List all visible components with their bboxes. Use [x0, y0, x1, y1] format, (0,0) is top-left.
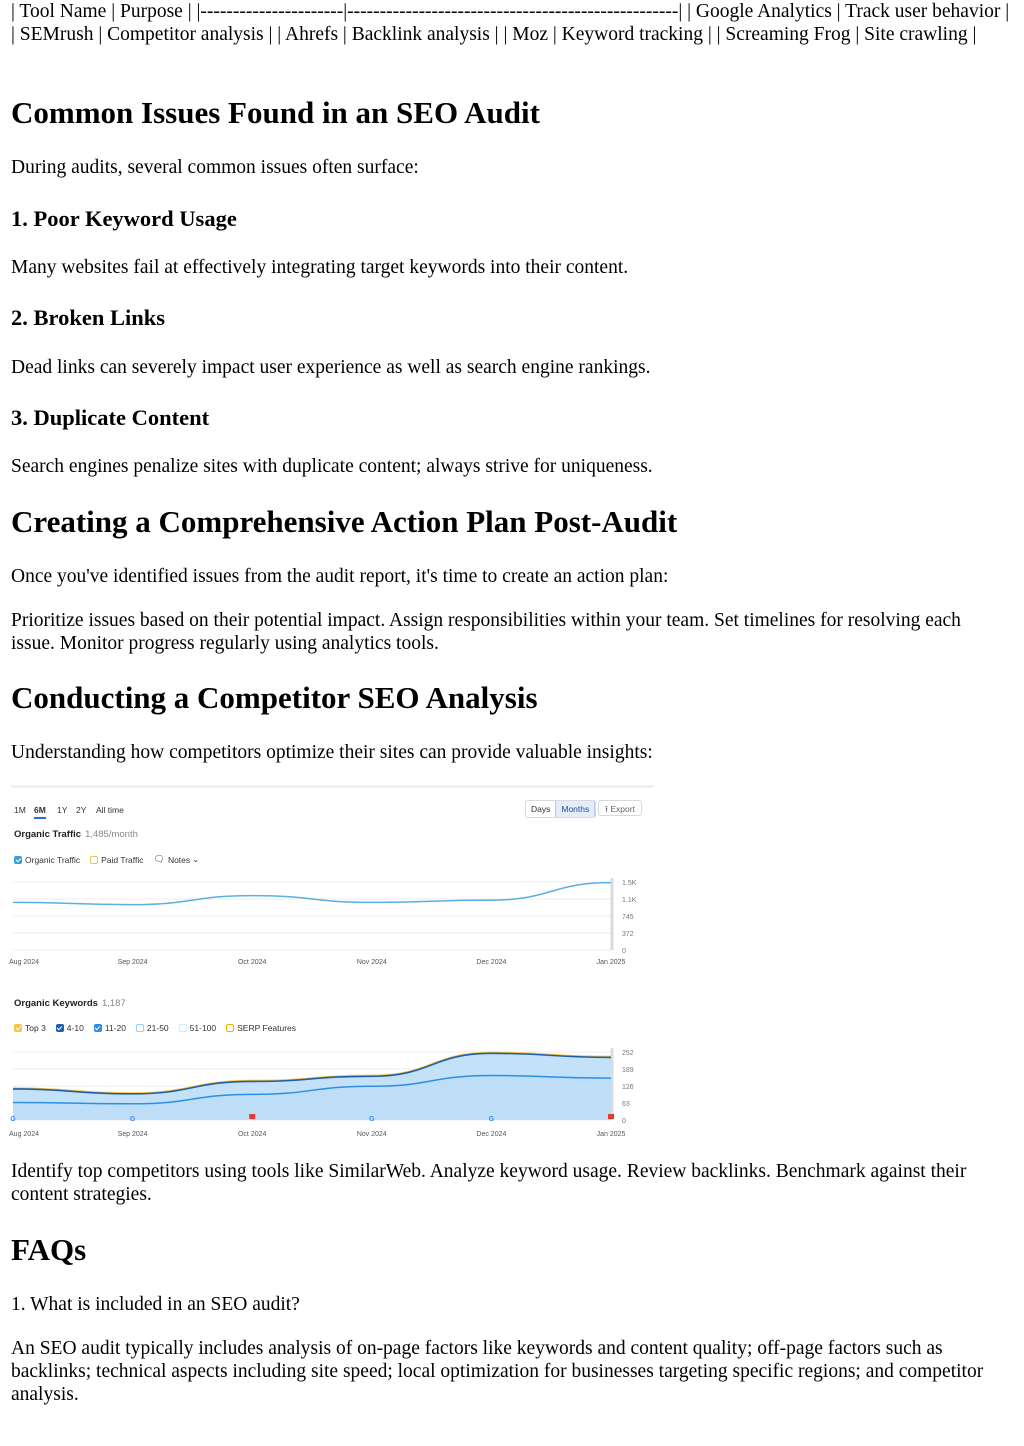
y-tick-label: 252: [622, 1050, 634, 1057]
x-tick-label: Aug 2024: [9, 1131, 39, 1138]
legend-paid-traffic[interactable]: [90, 854, 143, 865]
action-plan-intro: Once you've identified issues from the audit report, it's time to create an action plan:: [11, 566, 669, 587]
organic-traffic-header: [14, 829, 138, 840]
competitor-intro: Understanding how competitors optimize their sites can provide valuable insights:: [11, 742, 653, 763]
legend-item[interactable]: [226, 1023, 296, 1033]
legend-label: 21-50: [146, 1023, 169, 1033]
export-label: Export: [610, 804, 635, 814]
organic-keywords-legend: [14, 1023, 296, 1033]
organic-traffic-legend: [14, 854, 199, 865]
checkbox-unchecked-icon: [90, 856, 98, 864]
x-tick-label: Dec 2024: [476, 1131, 507, 1138]
organic-traffic-title: Organic Traffic: [14, 829, 82, 840]
y-tick-label: 126: [622, 1084, 634, 1091]
legend-label: 11-20: [104, 1023, 126, 1033]
notes-label: Notes: [167, 854, 191, 865]
checkbox-unchecked-icon: [136, 1024, 144, 1032]
broken-links-text: Dead links can severely impact user experience as well as search engine rankings.: [11, 357, 651, 378]
heading-broken-links: 2. Broken Links: [11, 305, 166, 330]
view-toggle: [525, 800, 596, 818]
organic-traffic-chart: [11, 874, 654, 966]
y-tick-label: 1.5K: [622, 880, 637, 887]
heading-competitor-analysis: Conducting a Competitor SEO Analysis: [11, 680, 538, 715]
organic-research-screenshot: [11, 785, 654, 1143]
legend-item[interactable]: [56, 1023, 84, 1033]
y-tick-label: 189: [622, 1067, 634, 1074]
months-button[interactable]: Months: [555, 801, 595, 817]
legend-label: Organic Traffic: [25, 854, 81, 865]
faq-answer-1: An SEO audit typically includes analysis of on-page factors like keywords and content quality; off-page factors such as backlinks; technical aspects including site speed; local optimization for businesses targeting specific regions; and competitor analysis.: [11, 1338, 984, 1405]
markdown-table-text: | Tool Name | Purpose | |----------------------|---------------------------------------------------| | Google Analytics | Track user behavior | | SEMrush | Competitor analysis | | Ahrefs | Backlink analysis | | Moz | Keyword tracking | | Screaming Frog | Site crawling |: [11, 1, 1010, 45]
x-tick-label: Oct 2024: [237, 959, 267, 966]
notes-dropdown[interactable]: [154, 854, 200, 865]
x-tick-label: Jan 2025: [596, 1131, 626, 1138]
x-tick-label: Oct 2024: [237, 1131, 267, 1138]
x-tick-label: Nov 2024: [356, 959, 387, 966]
common-issues-intro: During audits, several common issues often surface:: [11, 157, 419, 178]
legend-item[interactable]: [94, 1023, 126, 1033]
google-update-icon: G: [488, 1116, 495, 1123]
y-tick-label: 372: [622, 931, 634, 938]
google-update-icon: G: [369, 1116, 375, 1123]
x-tick-label: Sep 2024: [117, 1131, 148, 1138]
range-tab-1m[interactable]: 1M: [14, 805, 26, 815]
x-tick-label: Dec 2024: [476, 959, 507, 966]
organic-keywords-chart: [11, 1044, 654, 1140]
comment-icon: 🗨: [153, 854, 165, 864]
competitor-steps-text: Identify top competitors using tools like SimilarWeb. Analyze keyword usage. Review backlinks. Benchmark against their content strategies.: [11, 1161, 967, 1205]
chevron-down-icon: ⌄: [192, 854, 200, 864]
poor-keyword-usage-text: Many websites fail at effectively integrating target keywords into their content.: [11, 257, 629, 278]
heading-action-plan: Creating a Comprehensive Action Plan Post-Audit: [11, 504, 678, 539]
upload-icon: ⭱: [605, 804, 608, 814]
y-tick-label: 0: [622, 948, 626, 955]
x-tick-label: Aug 2024: [9, 959, 39, 966]
checkbox-checked-icon: [14, 1024, 22, 1032]
heading-faqs: FAQs: [11, 1232, 87, 1267]
heading-poor-keyword-usage: 1. Poor Keyword Usage: [11, 206, 237, 231]
google-update-icon: G: [129, 1116, 136, 1123]
series-line: [13, 883, 611, 905]
range-tab-6m[interactable]: 6M: [34, 805, 46, 815]
y-tick-label: 63: [622, 1101, 630, 1108]
legend-item[interactable]: [14, 1023, 46, 1033]
faq-question-1: 1. What is included in an SEO audit?: [11, 1294, 300, 1315]
organic-keywords-title: Organic Keywords: [14, 998, 98, 1009]
legend-label: Top 3: [25, 1023, 46, 1033]
x-tick-label: Sep 2024: [117, 959, 148, 966]
export-button[interactable]: [598, 800, 642, 816]
range-tab-all-time[interactable]: All time: [96, 805, 124, 815]
legend-label: 51-100: [189, 1023, 217, 1033]
heading-common-issues: Common Issues Found in an SEO Audit: [11, 95, 540, 130]
duplicate-content-text: Search engines penalize sites with duplicate content; always strive for uniqueness.: [11, 456, 653, 477]
x-tick-label: Jan 2025: [596, 959, 626, 966]
heading-duplicate-content: 3. Duplicate Content: [11, 405, 210, 430]
y-tick-label: 0: [622, 1118, 626, 1125]
checkbox-checked-icon: [14, 856, 22, 864]
action-plan-body: Prioritize issues based on their potential impact. Assign responsibilities within your team. Set timelines for resolving each issue. Monitor progress regularly using analytics tools.: [11, 610, 961, 654]
y-tick-label: 745: [622, 914, 634, 921]
checkbox-unchecked-icon: [179, 1024, 187, 1032]
legend-label: 4-10: [66, 1023, 84, 1033]
legend-label: Paid Traffic: [101, 854, 144, 865]
organic-keywords-header: [14, 998, 126, 1009]
range-tab-1y[interactable]: 1Y: [57, 805, 68, 815]
checkbox-unchecked-icon: [226, 1024, 234, 1032]
flag-icon: [608, 1114, 614, 1119]
checkbox-checked-icon: [94, 1024, 102, 1032]
range-tab-2y[interactable]: 2Y: [76, 805, 87, 815]
google-update-icon: G: [10, 1116, 16, 1123]
organic-traffic-subtitle: 1,485/month: [85, 829, 138, 840]
range-tab-active-indicator: [34, 817, 46, 819]
organic-keywords-subtitle: 1,187: [101, 998, 126, 1009]
flag-icon: [249, 1114, 255, 1119]
legend-organic-traffic[interactable]: [14, 854, 80, 865]
legend-item[interactable]: [179, 1023, 216, 1033]
days-button[interactable]: Days: [531, 804, 551, 814]
legend-label: SERP Features: [237, 1023, 297, 1033]
x-tick-label: Nov 2024: [356, 1131, 387, 1138]
y-tick-label: 1.1K: [622, 897, 637, 904]
legend-item[interactable]: [136, 1023, 169, 1033]
checkbox-checked-icon: [56, 1024, 64, 1032]
